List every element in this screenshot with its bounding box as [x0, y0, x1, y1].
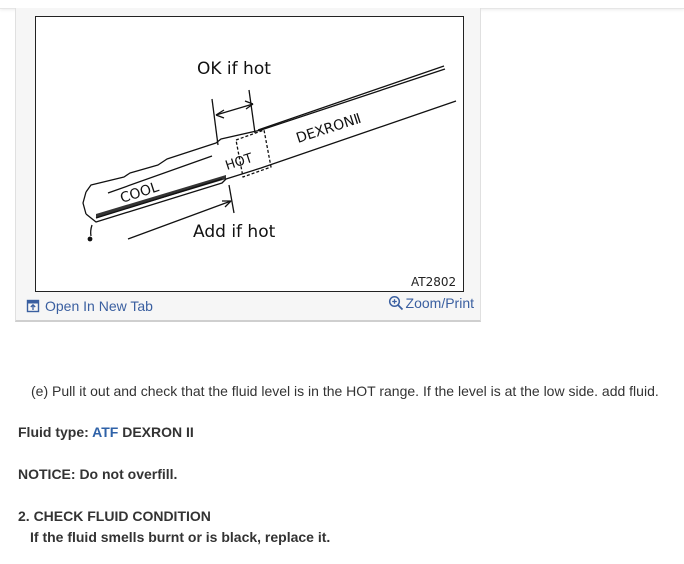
zoom-print-label: Zoom/Print	[405, 295, 474, 311]
add-if-hot-label: Add if hot	[193, 222, 276, 242]
ok-if-hot-label: OK if hot	[197, 59, 271, 79]
dipstick-drawing	[36, 17, 462, 290]
zoom-print-link[interactable]	[388, 295, 474, 311]
figure-code: AT2802	[411, 275, 457, 289]
open-in-new-tab-link[interactable]	[26, 298, 153, 314]
figure-card	[15, 8, 481, 322]
dexron-label: DEXRONⅡ	[294, 110, 364, 147]
step-e-text: (e) Pull it out and check that the fluid level is in the HOT range. If the level is at the low side. add fluid.	[31, 383, 659, 399]
open-in-new-tab-icon	[26, 299, 40, 313]
check-fluid-text: If the fluid smells burnt or is black, replace it.	[30, 529, 331, 545]
cool-label: COOL	[118, 179, 161, 207]
check-fluid-heading: 2. CHECK FLUID CONDITION	[18, 508, 211, 524]
fluid-type-suffix: DEXRON II	[118, 424, 194, 440]
dipstick-diagram[interactable]	[35, 16, 464, 292]
hot-label: HOT	[223, 150, 255, 174]
atf-link[interactable]: ATF	[92, 424, 119, 440]
figure-footer	[16, 295, 480, 318]
notice-text: NOTICE: Do not overfill.	[18, 466, 178, 482]
open-in-new-tab-label: Open In New Tab	[45, 298, 153, 314]
fluid-type-prefix: Fluid type:	[18, 424, 93, 440]
zoom-in-icon	[388, 295, 404, 311]
fluid-type-line	[18, 424, 194, 440]
